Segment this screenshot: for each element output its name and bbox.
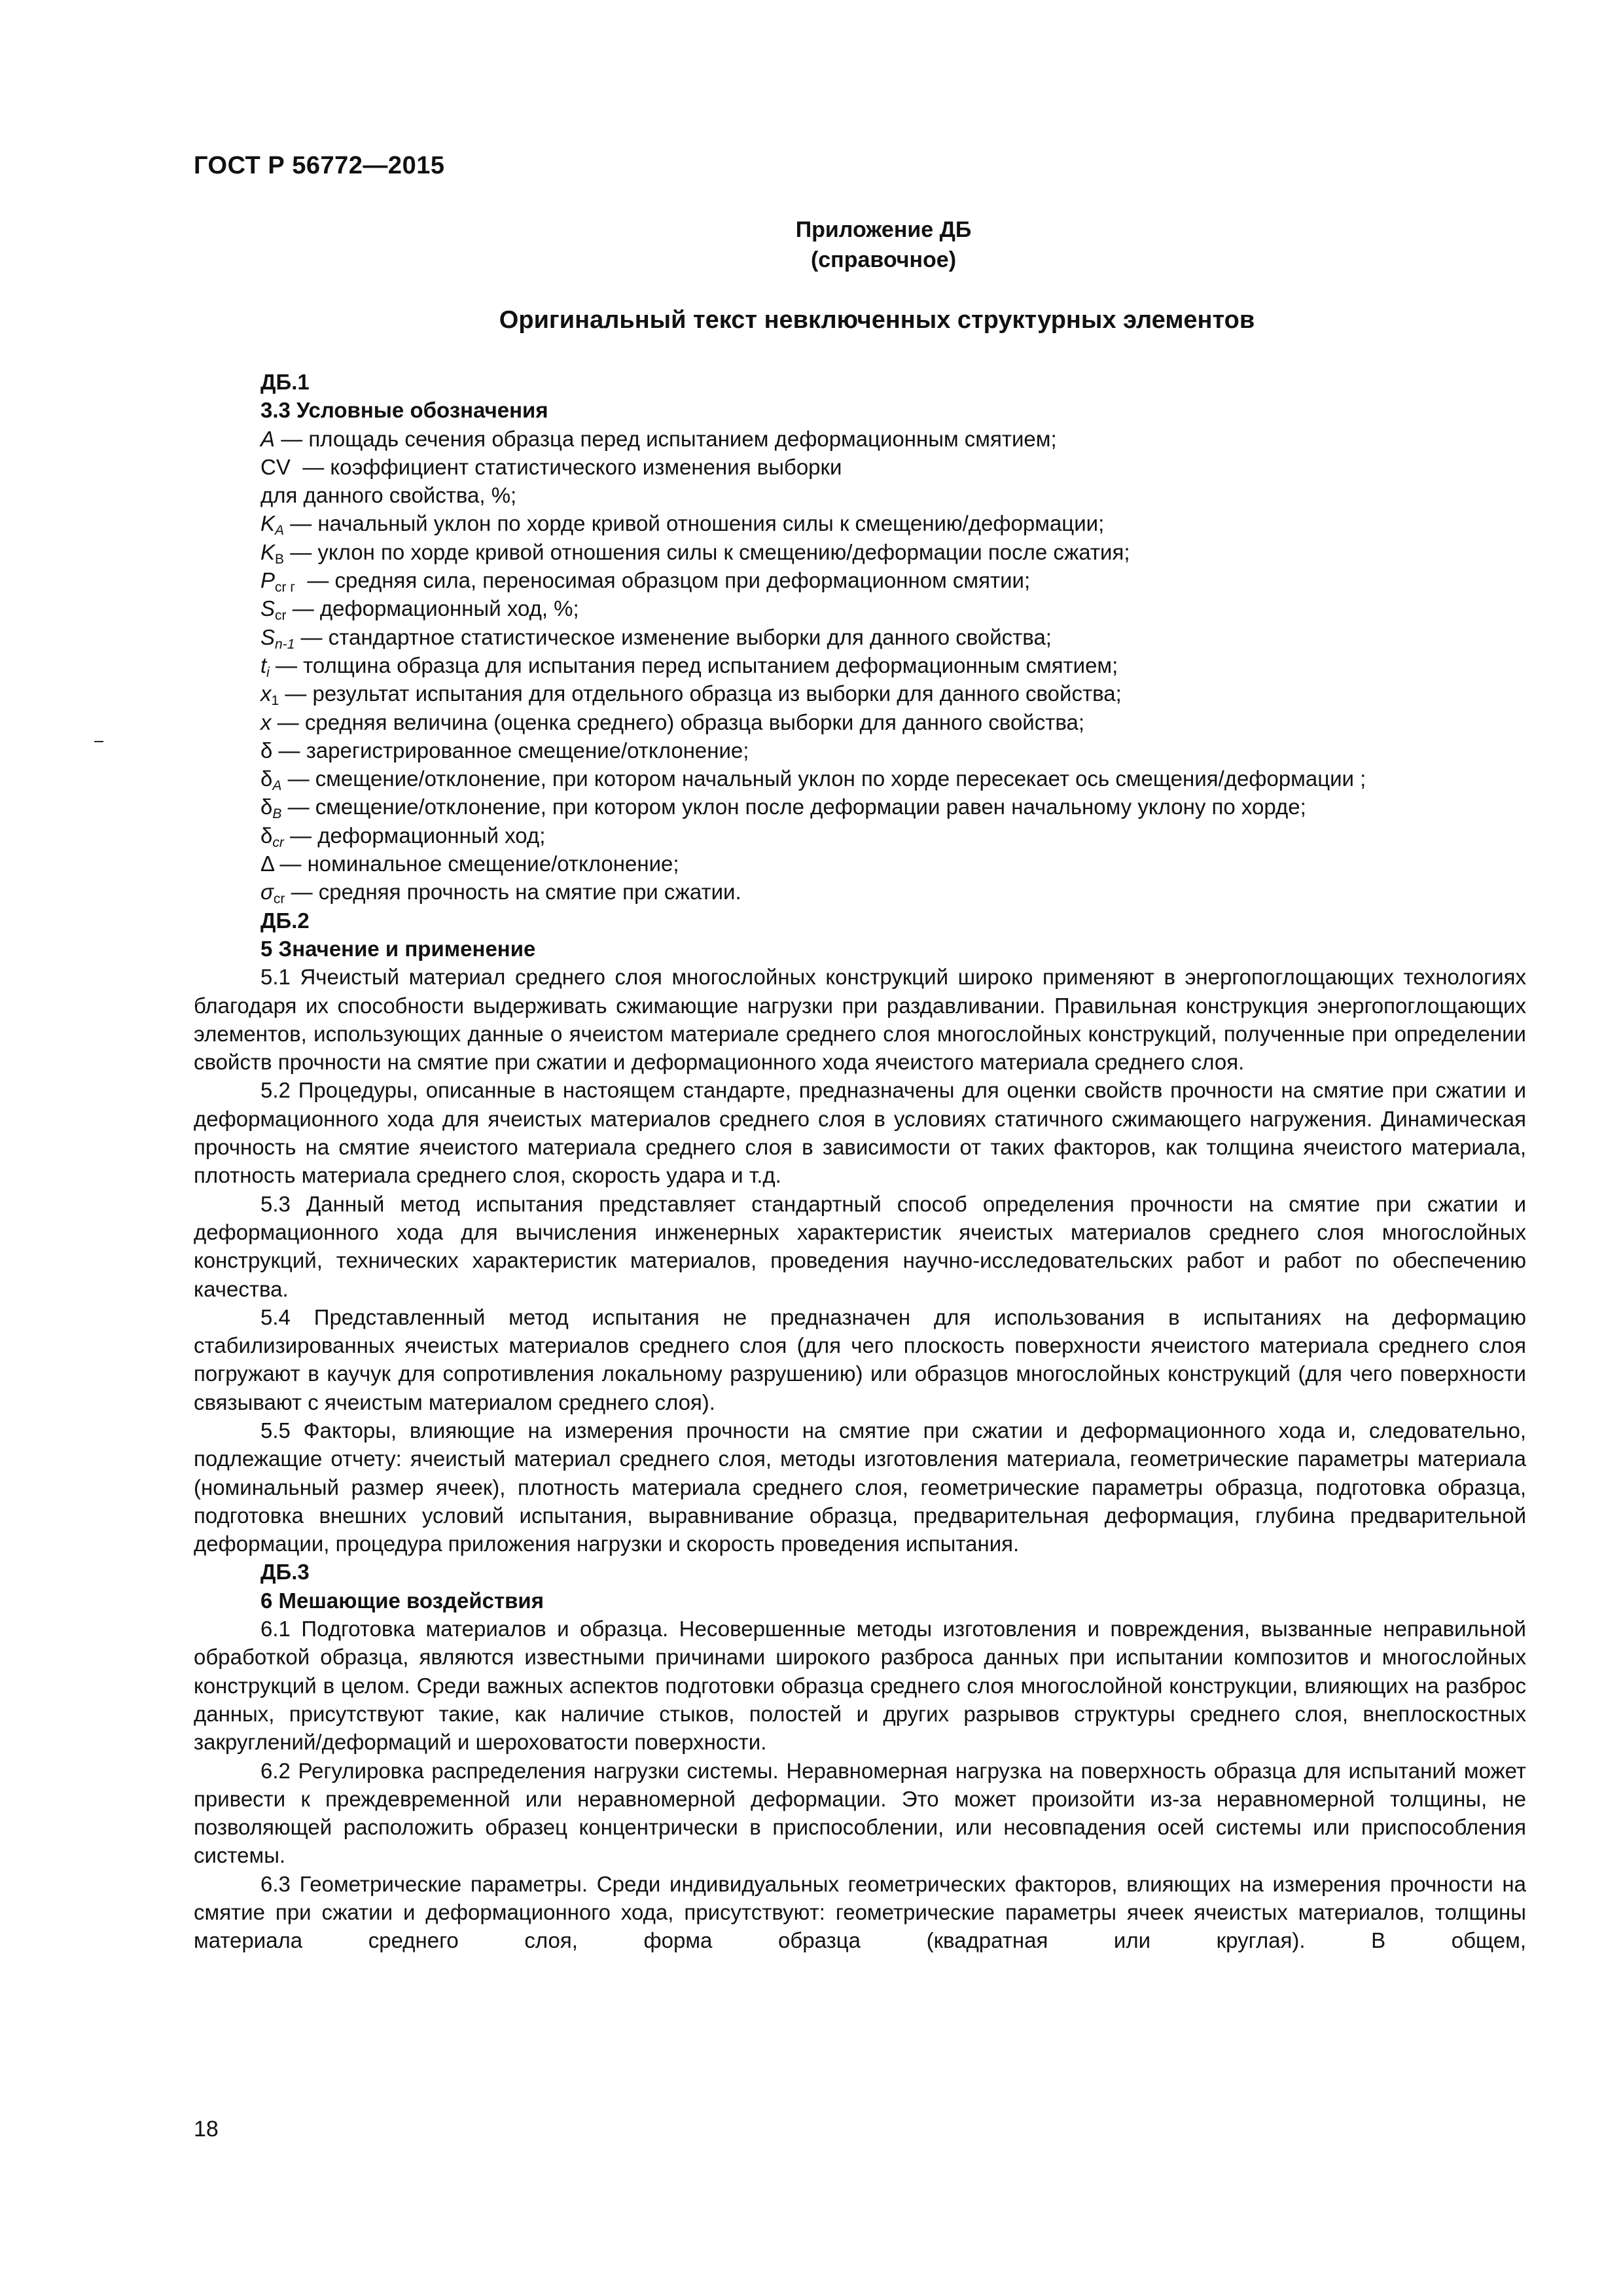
definition-deltacr: $\delta_{cr}$ — деформационный ход; [260,823,546,850]
document-title: Оригинальный текст невключенных структурных элементов [499,306,1255,334]
paragraph-6-1: 6.1 Подготовка материалов и образца. Несовершенные методы изготовления и повреждения, вызванные неправильной обработкой образца, являются известными причинами широкого разброса данных при испытании композитов и многослойных конструкций в целом. Среди важных аспектов подготовки образца среднего слоя многослойной конструкции, влияющих на разброс данных, присутствуют такие, как наличие стыков, полостей и других разрывов структуры среднего слоя, внеплоскостных закруглений/деформаций и шероховатости поверхности. [194,1617,1526,1755]
appendix-kind: (справочное) [810,247,957,272]
definition-Sn1: $S_{n-1}$ — стандартное статистическое изменение выборки для данного свойства; [260,624,1052,652]
definition-Delta: Δ — номинальное смещение/отклонение; [260,852,679,876]
definition-sigma: $\sigma_{cr}$ — средняя прочность на смятие при сжатии. [260,880,741,907]
definition-Scr: $S_{cr}$ — деформационный ход, %; [260,596,579,624]
appendix-label: Приложение ДБ [795,217,972,242]
paragraph-5-4: 5.4 Представленный метод испытания не предназначен для использования в испытаниях на деформацию стабилизированных ячеистых материалов среднего слоя (для чего плоскость поверхности ячеистого материала среднего слоя погружают в каучук для сопротивления локальному разрушению) или образцов многослойных конструкций (для чего поверхности связывают с ячеистым материалом среднего слоя). [194,1304,1526,1414]
section-db2-heading: 5 Значение и применение [260,936,536,961]
definition-delta: δ — зарегистрированное смещение/отклонение; [260,738,749,762]
section-db2-label: ДБ.2 [260,908,310,933]
definition-KB: $K_B$ — уклон по хорде кривой отношения силы к смещению/деформации после сжатия; [260,539,1130,567]
section-db1-label: ДБ.1 [260,370,310,394]
paragraph-5-1: 5.1 Ячеистый материал среднего слоя многослойных конструкций широко применяют в энергопоглощающих технологиях благодаря их способности выдерживать сжимающие нагрузки при раздавливании. Правильная конструкция энергопоглощающих элементов, использующих данные о ячеистом материале среднего слоя многослойных конструкций, полученные при определении свойств прочности на смятие при сжатии и деформационного хода ячеистого материала среднего слоя. [194,965,1526,1075]
paragraph-6-2: 6.2 Регулировка распределения нагрузки системы. Неравномерная нагрузка на поверхность образца для испытаний может привести к преждевременной или неравномерной деформации. Это может произойти из-за неравномерной толщины, не позволяющей расположить образец концентрически в приспособлении, или несовпадения осей системы или приспособления системы. [194,1758,1526,1868]
definition-A: A — площадь сечения образца перед испытанием деформационным смятием; [260,426,1057,451]
definition-CV: CV — коэффициент статистического изменения выборки [260,454,842,479]
definition-x1: $x_1$ — результат испытания для отдельного образца из выборки для данного свойства; [260,681,1122,709]
section-db3-heading: 6 Мешающие воздействия [260,1588,544,1613]
definition-KA: $K_A$ — начальный уклон по хорде кривой отношения силы к смещению/деформации; [260,511,1105,539]
definition-CV-continued: для данного свойства, %; [260,483,517,508]
document-body [194,368,1526,1955]
definition-Pcr: $P_{cr г}$ — средняя сила, переносимая образцом при деформационном смятии; [260,568,1031,596]
paragraph-5-3: 5.3 Данный метод испытания представляет стандартный способ определения прочности на смятие при сжатии и деформационного хода для вычисления инженерных характеристик ячеистых материалов среднего слоя многослойных конструкций, технических характеристик материалов, проведения научно-исследовательских работ и работ по обеспечению качества. [194,1191,1526,1301]
paragraph-6-3: 6.3 Геометрические параметры. Среди индивидуальных геометрических факторов, влияющих на измерения прочности на смятие при сжатии и деформационного хода, присутствуют: геометрические параметры ячеек ячеистых материалов, толщины материала среднего слоя, форма образца (квадратная или круглая). В общем, [194,1871,1526,1953]
definition-deltaA: $\delta_A$ — смещение/отклонение, при котором начальный уклон по хорде пересекает ось смещения/деформации ; [260,766,1366,794]
section-db1-heading: 3.3 Условные обозначения [260,398,548,423]
definition-ti: $t_i$ — толщина образца для испытания перед испытанием деформационным смятием; [260,653,1118,680]
page-number: 18 [194,2117,219,2142]
margin-mark [94,741,103,742]
definition-x: x — средняя величина (оценка среднего) образца выборки для данного свойства; [260,709,1085,734]
definition-deltaB: $\delta_B$ — смещение/отклонение, при котором уклон после деформации равен начальному уклону по хорде; [260,795,1306,822]
standard-header: ГОСТ Р 56772—2015 [194,152,445,179]
section-db3-label: ДБ.3 [260,1560,310,1585]
paragraph-5-2: 5.2 Процедуры, описанные в настоящем стандарте, предназначены для оценки свойств прочности на смятие при сжатии и деформационного хода для ячеистых материалов среднего слоя в условиях статичного сжимающего нагружения. Динамическая прочность на смятие ячеистого материала среднего слоя в зависимости от таких факторов, как толщина ячеистого материала, плотность материала среднего слоя, скорость удара и т.д. [194,1078,1526,1188]
paragraph-5-5: 5.5 Факторы, влияющие на измерения прочности на смятие при сжатии и деформационного хода и, следовательно, подлежащие отчету: ячеистый материал среднего слоя, методы изготовления материала, геометрические параметры материала (номинальный размер ячеек), плотность материала среднего слоя, геометрические параметры образца, подготовка образца, подготовка внешних условий испытания, выравнивание образца, предварительная деформация, глубина предварительной деформации, процедура приложения нагрузки и скорость проведения испытания. [194,1418,1526,1556]
